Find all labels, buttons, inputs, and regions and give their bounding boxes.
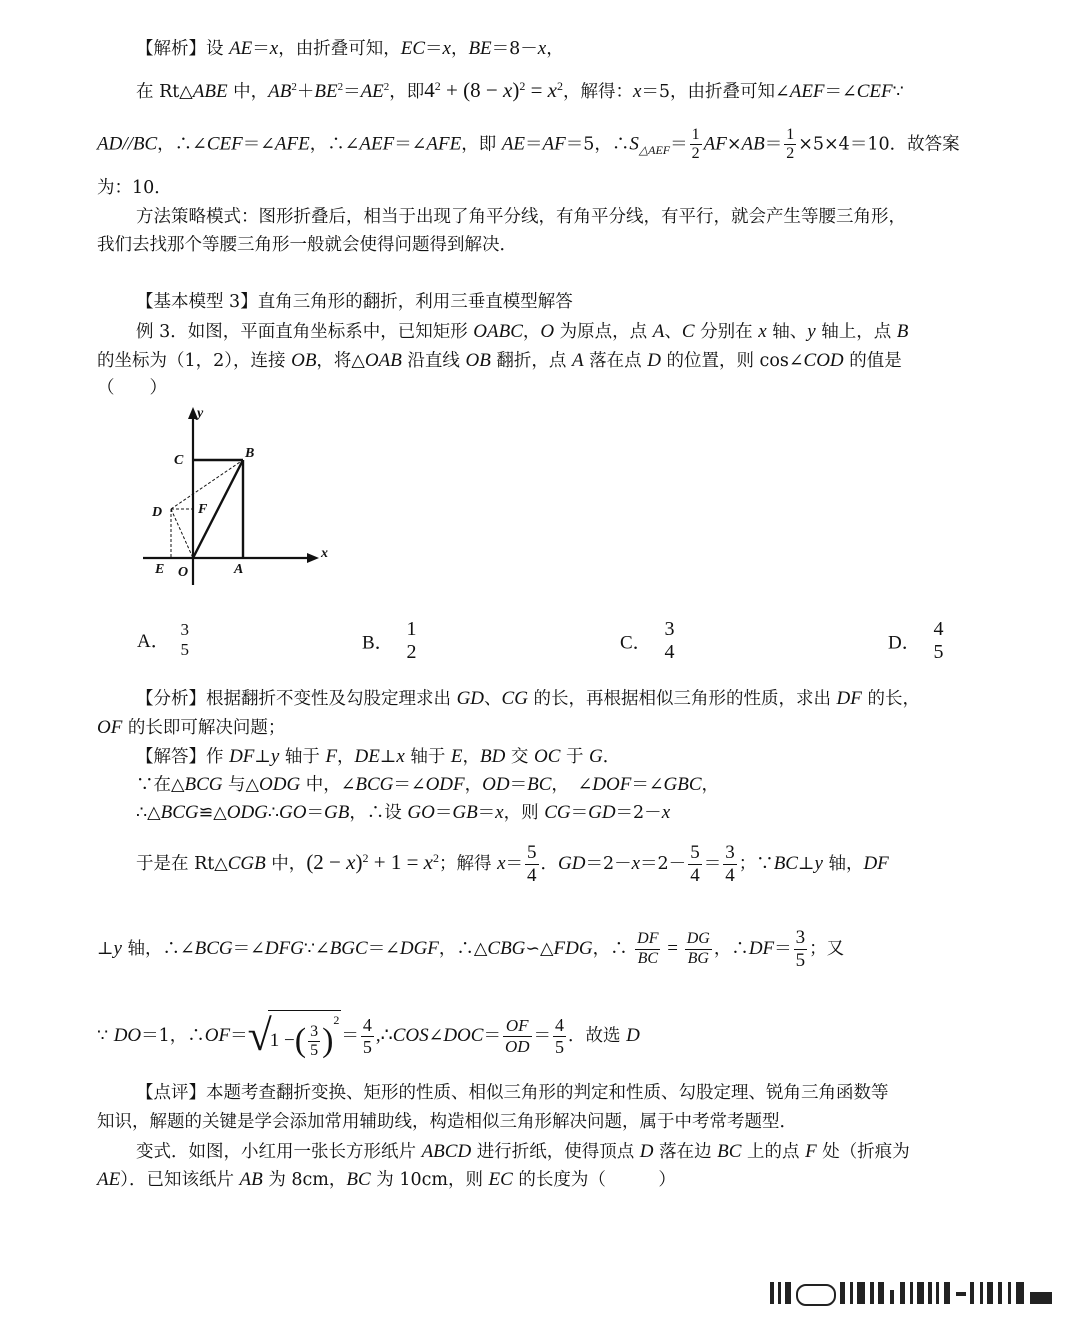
comment-line-2: 知识，解题的关键是学会添加常用辅助线，构造相似三角形解决问题，属于中考常考题型． — [97, 1112, 797, 1132]
label-E: E — [155, 562, 165, 577]
option-d[interactable]: D． 4 5 — [888, 618, 944, 663]
example-3-line-1: 例 3．如图，平面直角坐标系中，已知矩形 OABC，O 为原点，点 A、C 分别在 x 轴、y 轴上，点 B — [136, 321, 909, 342]
solution-line-3: AD//BC，∴∠CEF＝∠AFE，∴∠AEF＝∠AFE，即 AE＝AF＝5，$\therefore S_{\triangle AEF}=$ $\frac{1}{2}$ AF×AB＝ $\frac{1}{2}$ ×5×4＝10．故答案 — [97, 126, 960, 163]
answer-line-2: ∵在△BCG 与△ODG 中，∠BCG＝∠ODF，OD＝BC， ∠DOF＝∠GBC， — [136, 774, 720, 795]
solution-line-4: 为：10． — [97, 178, 172, 198]
radical-sign: √ — [247, 1011, 272, 1060]
answer-blank: （ ） — [97, 378, 167, 398]
segment-DO — [171, 509, 193, 558]
watermark-logo — [770, 1280, 1060, 1306]
answer-line-6: ∵ DO＝1，∴OF＝√1 −( $\frac{3}{5}$ )$^2$＝ $\frac{4}{5}$ ,∴COS∠DOC＝ $\frac{OF}{OD}$ ＝ $\frac{4}{5}$ ．故选 D — [97, 1010, 640, 1063]
label-O: O — [178, 565, 189, 580]
strategy-line-2: 我们去找那个等腰三角形一般就会使得问题得到解决． — [97, 235, 517, 255]
solution-line-1: 【解析】设 AE＝x，由折叠可知，EC＝x，BE＝8－x， — [136, 38, 564, 59]
analysis-line-1: 【分析】根据翻折不变性及勾股定理求出 GD、CG 的长，再根据相似三角形的性质，求出 DF 的长， — [136, 688, 920, 709]
label-B: B — [245, 446, 255, 461]
option-c[interactable]: C． 3 4 — [620, 618, 675, 663]
x-axis-arrow — [307, 553, 319, 563]
option-a[interactable]: A． 3 5 — [137, 620, 189, 659]
fraction-one-half: $\frac{1}{2}$ — [691, 126, 700, 163]
label-y: y — [197, 406, 204, 421]
example-3-line-2: 的坐标为（1，2），连接 OB，将△OAB 沿直线 OB 翻折，点 A 落在点 D 的位置，则 cos∠COD 的值是 — [97, 350, 902, 371]
answer-line-3: ∴△BCG≌△ODG∴GO＝GB，∴设 GO＝GB＝x，则 CG＝GD＝2－x — [136, 802, 671, 823]
fraction-one-half: $\frac{1}{2}$ — [786, 126, 795, 163]
section-heading-model-3: 【基本模型 3】直角三角形的翻折，利用三垂直模型解答 — [136, 292, 573, 312]
sqrt-expression: √1 −( $\frac{3}{5}$ )$^2$ — [248, 1010, 342, 1063]
variant-line-1: 变式．如图，小红用一张长方形纸片 ABCD 进行折纸，使得顶点 D 落在边 BC 上的点 F 处（折痕为 — [136, 1141, 910, 1162]
coordinate-figure — [135, 405, 355, 595]
strategy-line-1: 方法策略模式：图形折叠后，相当于出现了角平分线，有角平分线，有平行，就会产生等腰三角形， — [136, 207, 906, 227]
answer-line-4: 于是在 Rt△CGB 中，$(2 - x)^2 + 1 = x^2$；解得 x＝ $\frac{5}{4}$ ．GD＝2－x＝2－ $\frac{5}{4}$ ＝ $\frac{3}{4}$ ；∵BC⊥y 轴，DF — [136, 842, 889, 886]
label-C: C — [174, 453, 184, 468]
analysis-line-2: OF 的长即可解决问题； — [97, 717, 286, 738]
comment-line-1: 【点评】本题考查翻折变换、矩形的性质、相似三角形的判定和性质、勾股定理、锐角三角函数等 — [136, 1083, 889, 1103]
answer-line-5: ⊥y 轴，∴∠BCG＝∠DFG∵∠BGC＝∠DGF，∴△CBG∽△FDG，∴ $\frac{DF}{BC}$ = $\frac{DG}{BG}$ ，∴DF＝ $\frac{3}{5}$ ；又 — [97, 927, 845, 971]
label-x: x — [321, 546, 328, 561]
answer-line-1: 【解答】作 DF⊥y 轴于 F，DE⊥x 轴于 E，BD 交 OC 于 G． — [136, 746, 621, 767]
label-D: D — [152, 505, 163, 520]
solution-line-2: 在 Rt△ABE 中，$AB^2+BE^2=AE^2$，即$4^2 + (8 - x)^2 = x^2$，解得：x＝5，由折叠可知∠AEF＝∠CEF∵ — [136, 78, 904, 102]
variant-line-2: AE）．已知该纸片 AB 为 8cm，BC 为 10cm，则 EC 的长度为（ ） — [97, 1169, 676, 1190]
option-b[interactable]: B． 1 2 — [362, 618, 417, 663]
label-F: F — [198, 502, 208, 517]
label-A: A — [234, 562, 244, 577]
